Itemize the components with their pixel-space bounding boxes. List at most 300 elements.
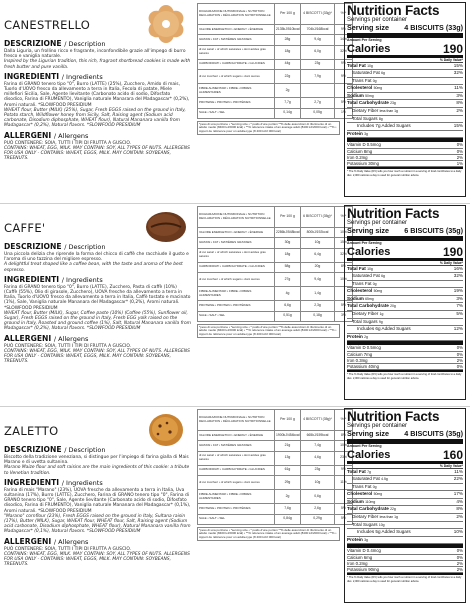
vitamin-amount: 30mg: [368, 161, 380, 167]
table-row-label: PROTEINE • PROTEIN • PROTÉINES: [198, 98, 275, 108]
table-value-100g: 1900kJ/454kcal: [275, 431, 301, 441]
table-value-100g: 29g: [275, 475, 301, 489]
calories-row: [347, 43, 463, 58]
table-row-label: di cui zuccheri • of which sugars • dont sucres: [198, 69, 275, 83]
nutrient-row: [347, 506, 463, 514]
table-header: DICHIARAZIONE NUTRIZIONALE • NUTRITION DECLARATION • DÉCLARATION NUTRITIONNELLE: [198, 410, 275, 431]
table-value-100g: 27g: [275, 272, 301, 286]
allergens-heading: [4, 131, 191, 141]
table-row: [198, 465, 353, 475]
nutrient-amount: 10g: [367, 266, 373, 271]
table-value-pct: 3%: [335, 311, 353, 321]
nutrient-row: [347, 303, 463, 311]
nutrition-facts-label: [344, 205, 466, 400]
nutrient-dv: 12%: [453, 326, 463, 332]
nutrient-row: [347, 311, 463, 319]
nutrient-amount: 3g: [364, 131, 368, 136]
nutrient-row: [347, 326, 463, 334]
product-info: [0, 406, 195, 609]
nutrient-row: [347, 78, 463, 86]
nutrient-label: Saturated Fat: [352, 476, 380, 482]
description-text-en: Inspired by the Ligurian tradition, this rich, fragrant shortbread cookies is made with fresh butter and pure vanilla.: [4, 59, 191, 70]
table-value-portion: 2,7g: [301, 98, 335, 108]
nutrient-label: Sodium: [347, 92, 364, 98]
vitamin-dv: 2%: [456, 357, 463, 363]
nutrient-amount: 50mg: [373, 289, 383, 294]
nutrient-row: [347, 491, 463, 499]
vitamin-label: Vitamin D: [347, 548, 366, 554]
nutrient-dv: 8%: [456, 506, 463, 512]
table-value-100g: 0,14g: [275, 108, 301, 118]
daily-value-footnote: * The % Daily Value (DV) tells you how much a nutrient in a serving of food contributes to a daily diet. 2,000 calories a day is used for general nutrition advice.: [347, 167, 463, 177]
table-row-label: CARBOIDRATI • CARBOHYDRATE • GLUCIDES: [198, 262, 275, 272]
nutrient-label: Sodium: [347, 295, 364, 301]
calories-label: Calories: [347, 42, 391, 55]
calories-value: 160: [442, 447, 463, 462]
nutrient-dv: 2%: [456, 108, 463, 114]
nutrient-dv: 10%: [453, 529, 463, 535]
nutrient-row: [347, 288, 463, 296]
product-section: [0, 0, 470, 204]
nutrient-amount: 6g: [381, 71, 385, 76]
serving-size-label: Serving size: [347, 226, 389, 235]
calories-value: 190: [442, 244, 463, 259]
vitamin-row: [347, 341, 463, 351]
table-row-label: di cui zuccheri • of which sugars • dont sucres: [198, 272, 275, 286]
table-value-portion: 7,4g: [301, 441, 335, 451]
table-value-100g: 30g: [275, 238, 301, 248]
table-value-100g: 18g: [275, 45, 301, 59]
daily-value-header: % Daily Value*: [347, 464, 463, 469]
ingredients-text-en: WHEAT flour, Butter (MILK) (25%), Sugar, Fresh EGGS raised on the ground in Italy, Potato starch, Wildflower honey from Sicily, Salt, Raising agent (Sodium acid carbonate, Disodium diphosphate, WHEAT flour), Natural Mananara vanilla from Madagascar* (0,2%), Natural flavors. *SLOWFOOD PRESIDIUM: [4, 107, 186, 129]
table-value-pct: 8%: [335, 431, 353, 441]
nutrient-amount: 22g: [390, 507, 396, 512]
allergens-text-en: CONTAINS: WHEAT, EGG, MILK. MAY CONTAIN: SOY, ALL TYPES OF NUTS. ALLERGENS FOR USA ONLY - CONTAINS: WHEAT, EGGS, MILK. MAY CONTAIN: SOYBEANS, TREENUTS.: [4, 551, 190, 568]
description-text-en: Marano Maize flour and soft raisins are the main ingredients of this cookie: a tribute to Venetian tradition.: [4, 465, 190, 476]
product-text-block: [4, 37, 191, 161]
nutrient-label: Total Carbohydrate: [347, 100, 389, 106]
table-portion-header: 4 BISCOTTI (35g)*: [301, 410, 335, 431]
nutrient-row: [347, 123, 463, 131]
table-value-portion: 704kJ/168kcal: [301, 25, 335, 35]
nutrient-amount: 0g: [372, 281, 377, 286]
nutrient-dv: 2%: [456, 514, 463, 520]
amount-per-serving: Amount Per Serving: [347, 241, 382, 245]
ingredients-heading-it: INGREDIENTI: [4, 274, 60, 284]
table-header: DICHIARAZIONE NUTRIZIONALE • NUTRITION DECLARATION • DÉCLARATION NUTRITIONNELLE: [198, 4, 275, 25]
nutrient-dv: 3%: [456, 295, 463, 301]
description-heading: [4, 445, 191, 455]
nutrient-row: [347, 70, 463, 78]
nutrient-row: [347, 281, 463, 289]
table-value-portion: 23g: [301, 59, 335, 69]
product-info: [0, 203, 195, 406]
table-value-portion: 10g: [301, 238, 335, 248]
daily-value-footnote: * The % Daily Value (DV) tells you how much a nutrient in a serving of food contributes to a daily diet. 2,000 calories a day is used for general nutrition advice.: [347, 370, 463, 380]
table-row-label: VALORE ENERGETICO • ENERGY • ÉNERGIE: [198, 25, 275, 35]
nutrient-row: [347, 476, 463, 484]
product-info: [0, 0, 195, 203]
table-row: [198, 272, 353, 286]
nutrient-dv: 22%: [453, 476, 463, 482]
nutrition-facts-title: Nutrition Facts: [347, 409, 440, 424]
table-row-label: FIBRE ALIMENTARI • FIBRE • FIBRES ALIMENTAIRES: [198, 287, 275, 301]
nutrient-amount: 50mg: [365, 93, 374, 98]
calories-value: 190: [442, 41, 463, 56]
table-value-pct: 5%: [335, 514, 353, 524]
vitamin-label: Calcium: [347, 554, 363, 560]
vitamin-dv: 0%: [456, 142, 463, 148]
table-row-label: CARBOIDRATI • CARBOHYDRATE • GLUCIDES: [198, 59, 275, 69]
vitamin-dv: 2%: [456, 560, 463, 566]
table-value-portion: 20g: [301, 262, 335, 272]
table-value-100g: 7,7g: [275, 98, 301, 108]
table-row: [198, 451, 353, 465]
vitamin-amount: 0.4mcg: [366, 548, 381, 554]
table-per100-header: Per 100 g: [275, 410, 301, 431]
nutrient-label: Total Sugars: [352, 521, 378, 527]
vitamin-label: Iron: [347, 357, 355, 363]
nutrient-amount: 6g: [381, 274, 385, 279]
table-value-100g: 58g: [275, 262, 301, 272]
nutrient-row: [347, 522, 463, 530]
nutrition-facts-title: Nutrition Facts: [347, 206, 440, 221]
nutrient-label: Total Fat: [347, 265, 366, 271]
product-name: CAFFE': [4, 221, 46, 235]
allergens-heading-it: ALLERGENI: [4, 333, 52, 343]
table-row-label: PROTEINE • PROTEIN • PROTÉINES: [198, 504, 275, 514]
table-row: [198, 475, 353, 489]
table-row: [198, 228, 353, 238]
table-value-pct: 5%: [335, 301, 353, 311]
table-value-pct: 9%: [335, 465, 353, 475]
table-row: [198, 25, 353, 35]
amount-per-serving: Amount Per Serving: [347, 444, 382, 448]
nutrient-label: Protein: [347, 333, 363, 339]
nutrient-row: [347, 63, 463, 71]
nutrient-amount: 3g: [364, 537, 368, 542]
table-value-100g: 0,51g: [275, 311, 301, 321]
nutrient-row: [347, 529, 463, 537]
table-value-100g: 2135kJ/510kcal: [275, 25, 301, 35]
nutrient-dv: 17%: [453, 491, 463, 497]
table-value-portion: [301, 84, 335, 98]
nutrient-row: [347, 469, 463, 477]
nutrition-declaration: [197, 206, 347, 400]
description-heading-it: DESCRIZIONE: [4, 39, 62, 48]
table-pct-header: %**: [335, 207, 353, 228]
allergens-text-en: CONTAINS: WHEAT, EGG, MILK. MAY CONTAIN: SOY, ALL TYPES OF NUTS. ALLERGENS FOR USA ONLY - CONTAINS: WHEAT, EGGS, MILK. MAY CONTAIN: SOYBEANS, TREENUTS.: [4, 348, 190, 365]
ingredients-text-en: WHEAT flour, Butter (MILK), Sugar, Coffee paste (10%) (Coffee (55%), Sunflower oil, Sugar), Fresh EGGS raised on the ground in Italy, Fresh EGG yolk raised on the ground in Italy, Roasted and ground coffee (1%), Salt, Natural Mananara vanilla from Madagascar* (0,2%), Natural flavors. *SLOWFOOD PRESIDIUM: [4, 310, 191, 332]
table-value-100g: 2g: [275, 490, 301, 504]
nutrient-amount: 4.5g: [381, 477, 388, 482]
ingredients-heading: [4, 275, 191, 285]
nutrient-label: Sodium: [347, 498, 364, 504]
table-row-label: SALE • SALT • SEL: [198, 514, 275, 524]
nutrient-row: [347, 319, 463, 327]
nutrient-row: [347, 514, 463, 522]
nutrient-row: [347, 131, 463, 139]
amount-per-serving: Amount Per Serving: [347, 38, 382, 42]
nutrient-label: Includes 6g Added Sugars: [357, 326, 411, 332]
nutrient-row: [347, 273, 463, 281]
table-value-pct: 5%: [335, 504, 353, 514]
table-portion-header: 6 BISCOTTI (35g)*: [301, 207, 335, 228]
serving-size-value: 4 BISCUITS (35g): [404, 429, 463, 438]
vitamin-label: Vitamin D: [347, 345, 366, 351]
nutrient-amount: 9g: [378, 319, 383, 324]
serving-size-value: 4 BISCUITS (33g): [404, 23, 463, 32]
nutrient-row: [347, 266, 463, 274]
table-row: [198, 504, 353, 514]
vitamin-amount: 0.2mg: [355, 560, 368, 566]
table-row: [198, 35, 353, 45]
nutrient-amount: 0g: [372, 78, 377, 83]
daily-value-footnote: * The % Daily Value (DV) tells you how much a nutrient in a serving of food contributes to a daily diet. 2,000 calories a day is used for general nutrition advice.: [347, 573, 463, 583]
table-value-100g: 4g: [275, 287, 301, 301]
allergens-text-it: PUÒ CONTENERE: SOIA, TUTTI I TIPI DI FRUTTA A GUSCIO.: [4, 546, 131, 552]
table-value-pct: 10%: [335, 441, 353, 451]
allergens-heading-it: ALLERGENI: [4, 536, 52, 546]
table-value-100g: 28g: [275, 35, 301, 45]
serving-size-label: Serving size: [347, 429, 389, 438]
table-row-label: SALE • SALT • SEL: [198, 311, 275, 321]
table-row: [198, 59, 353, 69]
table-row: [198, 514, 353, 524]
vitamin-label: Calcium: [347, 148, 363, 154]
table-value-pct: 9%: [335, 25, 353, 35]
table-row-label: VALORE ENERGETICO • ENERGY • ÉNERGIE: [198, 228, 275, 238]
allergens-heading-it: ALLERGENI: [4, 130, 52, 140]
daily-value-header: % Daily Value*: [347, 261, 463, 266]
table-value-pct: 10%: [335, 228, 353, 238]
table-row-label: GRASSI • FAT • MATIÈRES GRASSES: [198, 441, 275, 451]
vitamin-label: Vitamin D: [347, 142, 366, 148]
nutrient-dv: 32%: [453, 70, 463, 76]
table-row-label: CARBOIDRATI • CARBOHYDRATE • GLUCIDES: [198, 465, 275, 475]
table-row: [198, 262, 353, 272]
table-value-pct: 10%: [335, 272, 353, 286]
ingredients-text-en: "Marano" cornflour (23%), Fresh EGGS raised on the ground in Italy, Sultana raisin (17%), Butter (MILK), Sugar, WHEAT flour, WHEAT flour, Salt, Raising agent (Sodium acid carbonate, Disodium diphosphate, WHEAT flour), Natural Mananara vanilla from Madagascar* (0,1%), Natural flavors. *SLOWFOOD PRESIDIUM: [4, 513, 191, 535]
table-value-portion: 0,18g: [301, 311, 335, 321]
ingredients-heading: [4, 72, 191, 82]
table-value-100g: 18g: [275, 248, 301, 262]
daily-value-header: % Daily Value*: [347, 58, 463, 63]
allergens-heading-en: / Allergens: [53, 537, 89, 546]
nutrient-amount: 2g: [364, 334, 368, 339]
nutrient-amount: 50mg: [373, 492, 383, 497]
table-row: [198, 441, 353, 451]
table-value-portion: 0,6g: [301, 490, 335, 504]
table-footnote: *peso di una porzione • *serving size • * poids d'une portion **% delle assunzioni di riferimento di un adulto medio (8400 kJ/2000 kcal) • **% reference intake of an average adult (8400 kJ/2000 kcal) • **% • Apport de référence pour un adulte-type (8 400 kJ/2 000 kcal): [197, 324, 340, 339]
servings-per-container: Servings per container: [347, 17, 408, 23]
nutrient-label: Total Carbohydrate: [347, 506, 389, 512]
table-row: [198, 248, 353, 262]
vitamin-dv: 2%: [456, 154, 463, 160]
description-heading-it: DESCRIZIONE: [4, 242, 62, 251]
servings-per-container: Servings per container: [347, 423, 408, 429]
nutrient-amount: 10g: [378, 522, 385, 527]
allergens-heading: [4, 537, 191, 547]
table-value-pct: 14%: [335, 35, 353, 45]
nutrient-row: [347, 537, 463, 545]
product-section: [0, 406, 470, 609]
table-row-label: FIBRE ALIMENTARI • FIBRE • FIBRES ALIMENTAIRES: [198, 490, 275, 504]
vitamin-dv: 0%: [456, 148, 463, 154]
vitamin-label: Potassium: [347, 567, 368, 573]
nutrient-row: [347, 85, 463, 93]
table-pct-header: %**: [335, 4, 353, 25]
vitamin-label: Iron: [347, 560, 355, 566]
nutrient-row: [347, 108, 463, 116]
product-text-block: [4, 240, 191, 364]
table-value-portion: 6,4g: [301, 248, 335, 262]
table-value-portion: 9,4g: [301, 35, 335, 45]
table-row: [198, 45, 353, 59]
table-value-100g: 61g: [275, 465, 301, 475]
table-value-portion: 665kJ/159kcal: [301, 431, 335, 441]
vitamin-label: Calcium: [347, 351, 363, 357]
table-value-100g: 7,6g: [275, 504, 301, 514]
nutrient-dv: 5%: [456, 311, 463, 317]
table-value-portion: 2,3g: [301, 301, 335, 311]
table-row: [198, 431, 353, 441]
calories-row: [347, 246, 463, 261]
nutrient-dv: 32%: [453, 273, 463, 279]
table-row: [198, 108, 353, 118]
nutrient-dv: 15%: [453, 62, 463, 68]
table-header: DICHIARAZIONE NUTRIZIONALE • NUTRITION DECLARATION • DÉCLARATION NUTRITIONNELLE: [198, 207, 275, 228]
nutrient-label: Protein: [347, 130, 363, 136]
nutrient-amount: 110mg: [365, 499, 376, 504]
table-portion-header: 4 BISCOTTI (33g)*: [301, 4, 335, 25]
description-text-it: Biscotto della tradizione veneziana, si distingue per l'impiego di farina gialla di Mais Marano e di uvetta sultanina.: [4, 455, 189, 466]
serving-size: [347, 24, 463, 38]
nutrition-declaration: [197, 409, 347, 603]
ingredients-heading-en: / Ingredients: [61, 478, 103, 487]
table-row-label: di cui saturi • of which saturates • dont acides gras saturés: [198, 451, 275, 465]
nutrient-label: Total Sugars: [352, 115, 378, 121]
nutrient-label: Cholesterol: [347, 491, 373, 497]
nutrient-label: Total Carbohydrate: [347, 303, 389, 309]
table-per100-header: Per 100 g: [275, 207, 301, 228]
nutrient-label: Includes 7g Added Sugars: [357, 123, 411, 129]
nutrient-label: Saturated Fat: [352, 70, 380, 76]
nutrient-label: Dietary Fiber: [352, 514, 379, 520]
calories-label: Calories: [347, 245, 391, 258]
vitamin-amount: 6mg: [363, 554, 373, 560]
table-value-portion: 0,29g: [301, 514, 335, 524]
table-value-100g: 44g: [275, 59, 301, 69]
table-value-pct: 32%: [335, 45, 353, 59]
table-value-100g: 22g: [275, 69, 301, 83]
nutrient-label: Includes 5g Added Sugars: [357, 529, 411, 535]
nutrient-dv: 4%: [456, 498, 463, 504]
table-value-pct: 8%: [335, 262, 353, 272]
vitamin-label: Potassium: [347, 364, 368, 370]
description-heading-it: DESCRIZIONE: [4, 445, 62, 454]
table-value-portion: 1,4g: [301, 287, 335, 301]
nutrient-amount: 20g: [390, 304, 396, 309]
vitamin-dv: 0%: [456, 364, 463, 370]
allergens-heading-en: / Allergens: [53, 131, 89, 140]
allergens-heading: [4, 334, 191, 344]
nutrient-dv: 16%: [453, 265, 463, 271]
vitamin-row: [347, 544, 463, 554]
nutrient-amount: less than 1g: [379, 109, 398, 114]
serving-size-label: Serving size: [347, 23, 389, 32]
vitamin-dv: 0%: [456, 554, 463, 560]
nutrient-dv: 3%: [456, 92, 463, 98]
allergens-heading-en: / Allergens: [53, 334, 89, 343]
table-value-pct: 9%: [335, 69, 353, 83]
serving-size: [347, 227, 463, 241]
allergens-text-en: CONTAINS: WHEAT, EGG, MILK. MAY CONTAIN: SOY, ALL TYPES OF NUTS. ALLERGENS FOR USA ONLY - CONTAINS: WHEAT, EGGS, MILK. MAY CONTAIN: SOYBEANS, TREENUTS.: [4, 145, 190, 162]
table-row-label: di cui saturi • of which saturates • dont acides gras saturés: [198, 45, 275, 59]
description-heading: [4, 39, 191, 49]
nutrient-amount: 7g: [367, 469, 371, 474]
table-per100-header: Per 100 g: [275, 4, 301, 25]
nutrient-row: [347, 499, 463, 507]
vitamin-amount: 8mg: [363, 148, 373, 154]
description-heading-en: / Description: [64, 243, 106, 251]
table-value-portion: 6,0g: [301, 45, 335, 59]
nutrient-amount: 10g: [367, 63, 373, 68]
table-row: [198, 301, 353, 311]
nutrient-amount: 50mg: [373, 86, 383, 91]
table-value-pct: 9%: [335, 59, 353, 69]
table-value-pct: 23%: [335, 451, 353, 465]
allergens-text-it: PUÒ CONTENERE: SOIA, TUTTI I TIPI DI FRUTTA A GUSCIO.: [4, 140, 131, 146]
nutrition-declaration: [197, 3, 347, 197]
table-row: [198, 311, 353, 321]
table-value-portion: 0,05g: [301, 108, 335, 118]
nutrition-facts-label: [344, 2, 466, 197]
nutrient-label: Cholesterol: [347, 288, 373, 294]
table-value-portion: 2,6g: [301, 504, 335, 514]
nutrient-row: [347, 334, 463, 342]
vitamin-amount: 0.5mcg: [366, 142, 381, 148]
vitamin-dv: 2%: [456, 567, 463, 573]
table-value-pct: 5%: [335, 98, 353, 108]
nutrition-facts-title: Nutrition Facts: [347, 3, 440, 18]
nutrient-amount: 23g: [390, 101, 396, 106]
nutrient-label: Trans Fat: [352, 483, 372, 489]
ingredients-text-it: Farina di GRANO tenero tipo "0", Burro (LATTE) (25%), Zucchero, Amido di mais, Tuorlo d'UOVO fresco da allevamento a terra in Italia, Fecola di patate, Miele millefiori Sicilia, Sale, Agente lievitante (Carbonato acido di sodio, Difosfato disodico, Farina di FRUMENTO), Vaniglia naturale Manarara del Madagascar* (0,2%), Aromi naturali. *SLOWFOOD PRESIDIUM: [4, 81, 190, 108]
nutrient-amount: 8g: [378, 116, 383, 121]
nutrient-row: [347, 296, 463, 304]
product-name: CANESTRELLO: [4, 18, 91, 32]
vitamin-dv: 0%: [456, 351, 463, 357]
vitamin-amount: 0.3mg: [355, 357, 368, 363]
table-footnote: *peso di una porzione • *serving size • * poids d'une portion **% delle assunzioni di riferimento di un adulto medio (8400 kJ/2000 kcal) • **% reference intake of an average adult (8400 kJ/2000 kcal) • **% • Apport de référence pour un adulte-type (8 400 kJ/2 000 kcal): [197, 527, 340, 542]
nutrient-dv: 11%: [454, 85, 463, 91]
table-row: [198, 287, 353, 301]
table-value-portion: 4,6g: [301, 451, 335, 465]
nutrient-label: Dietary Fiber: [352, 311, 379, 317]
table-row-label: di cui saturi • of which saturates • dont acides gras saturés: [198, 248, 275, 262]
table-value-portion: 9,4g: [301, 272, 335, 286]
table-value-portion: 10g: [301, 475, 335, 489]
vitamin-dv: 1%: [456, 161, 463, 167]
serving-size: [347, 430, 463, 444]
vitamin-amount: 0.5mcg: [366, 345, 381, 351]
nutrient-amount: 0g: [372, 484, 377, 489]
ingredients-text-it: Farina di GRANO tenero tipo "0", Burro (LATTE), Zucchero, Pasta di caffè (10%) (Caffè (55%), Olio di girasole, Zucchero), UOVA fresche da allevamento a terra in Italia, Tuorlo d'UOVO fresco da allevamento a terra in Italia, Caffè tostato e macinato (1%), Sale, Vaniglia naturale Mananara del Madagascar* (0,2%), Aromi naturali. *SLOWFOOD PRESIDIUM: [4, 284, 191, 311]
table-value-100g: 0,84g: [275, 514, 301, 524]
nutrient-dv: 15%: [453, 123, 463, 129]
table-value-100g: 2g: [275, 84, 301, 98]
